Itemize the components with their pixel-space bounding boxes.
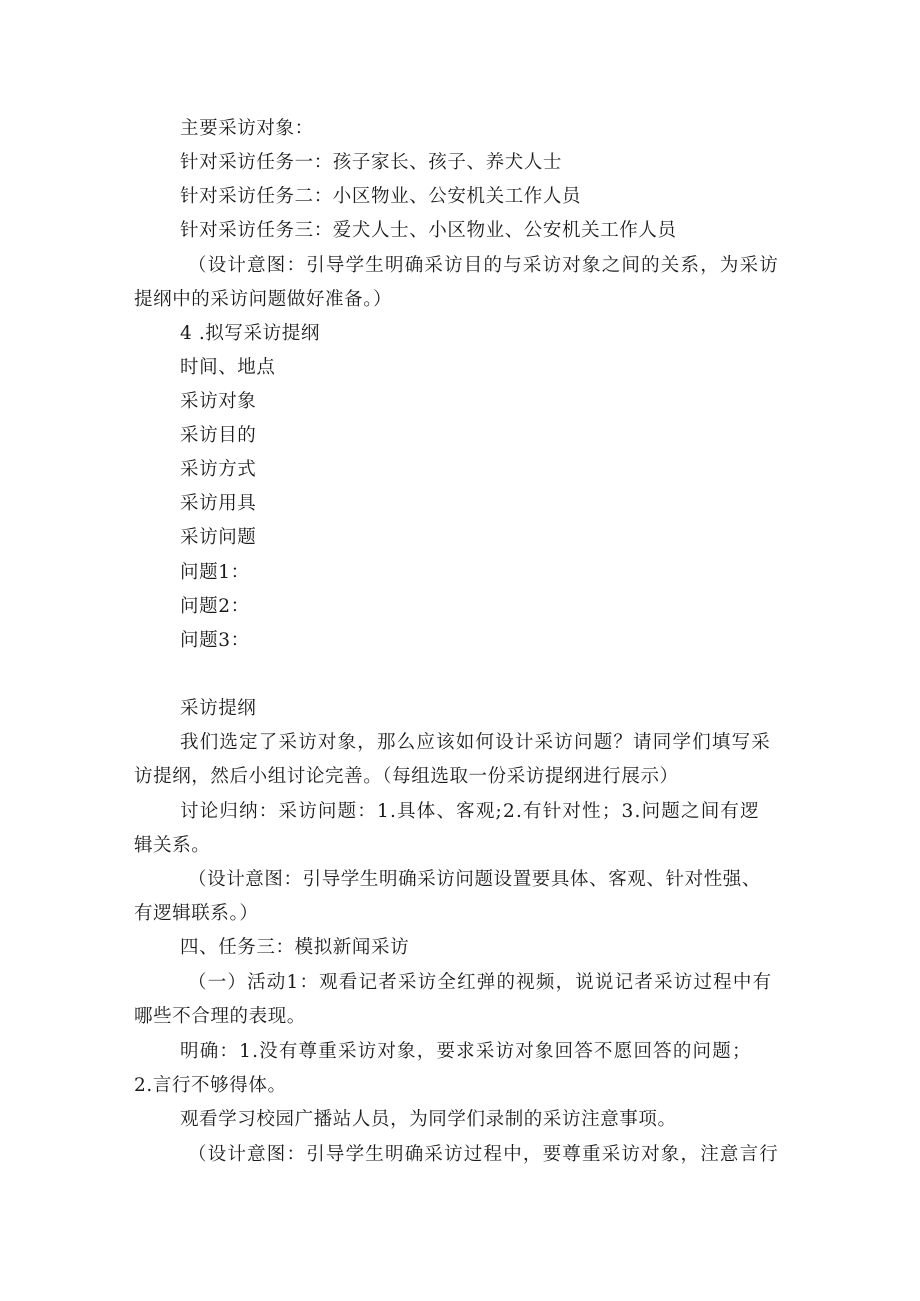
clarification-line-1: 明确：1.没有尊重采访对象，要求采访对象回答不愿回答的问题； xyxy=(180,1041,752,1062)
outline-title: 采访提纲 xyxy=(180,698,257,719)
design-intent-2-line-1: （设计意图：引导学生明确采访问题设置要具体、客观、针对性强、 xyxy=(188,869,762,890)
outline-item-questions: 采访问题 xyxy=(180,527,257,548)
task-two-interviewees: 针对采访任务二：小区物业、公安机关工作人员 xyxy=(180,186,582,207)
clarification-line-2: 2.言行不够得体。 xyxy=(134,1075,287,1096)
discussion-summary-line-2: 辑关系。 xyxy=(134,835,211,856)
task-three-interviewees: 针对采访任务三：爱犬人士、小区物业、公安机关工作人员 xyxy=(180,220,677,241)
task-one-interviewees: 针对采访任务一：孩子家长、孩子、养犬人士 xyxy=(180,152,563,173)
discussion-summary-line-1: 讨论归纳：采访问题：1.具体、客观;2.有针对性；3.问题之间有逻 xyxy=(180,801,760,822)
section-draft-outline: 4 .拟写采访提纲 xyxy=(180,323,320,344)
outline-item-time-place: 时间、地点 xyxy=(180,357,276,378)
broadcast-station-note: 观看学习校园广播站人员，为同学们录制的采访注意事项。 xyxy=(180,1109,677,1130)
activity-1-line-1: （一）活动1：观看记者采访全红弹的视频，说说记者采访过程中有 xyxy=(188,972,773,993)
outline-item-tools: 采访用具 xyxy=(180,493,257,514)
activity-1-line-2: 哪些不合理的表现。 xyxy=(134,1006,306,1027)
outline-item-purpose: 采访目的 xyxy=(180,425,257,446)
design-intent-1-line-1: （设计意图：引导学生明确采访目的与采访对象之间的关系，为采访 xyxy=(188,255,780,276)
outline-question-1: 问题1： xyxy=(180,562,250,583)
interviewee-heading: 主要采访对象： xyxy=(180,118,314,139)
design-intent-2-line-2: 有逻辑联系。） xyxy=(134,903,259,924)
design-intent-1-line-2: 提纲中的采访问题做好准备。） xyxy=(134,289,393,310)
section-task-three: 四、任务三：模拟新闻采访 xyxy=(180,937,410,958)
design-intent-3-line-1: （设计意图：引导学生明确采访过程中，要尊重采访对象，注意言行 xyxy=(188,1144,780,1165)
outline-item-interviewee: 采访对象 xyxy=(180,391,257,412)
outline-instruction-line-1: 我们选定了采访对象，那么应该如何设计采访问题？请同学们填写采 xyxy=(180,732,772,753)
outline-instruction-line-2: 访提纲，然后小组讨论完善。（每组选取一份采访提纲进行展示） xyxy=(134,766,679,787)
outline-item-method: 采访方式 xyxy=(180,459,257,480)
outline-question-2: 问题2： xyxy=(180,596,250,617)
outline-question-3: 问题3： xyxy=(180,630,250,651)
